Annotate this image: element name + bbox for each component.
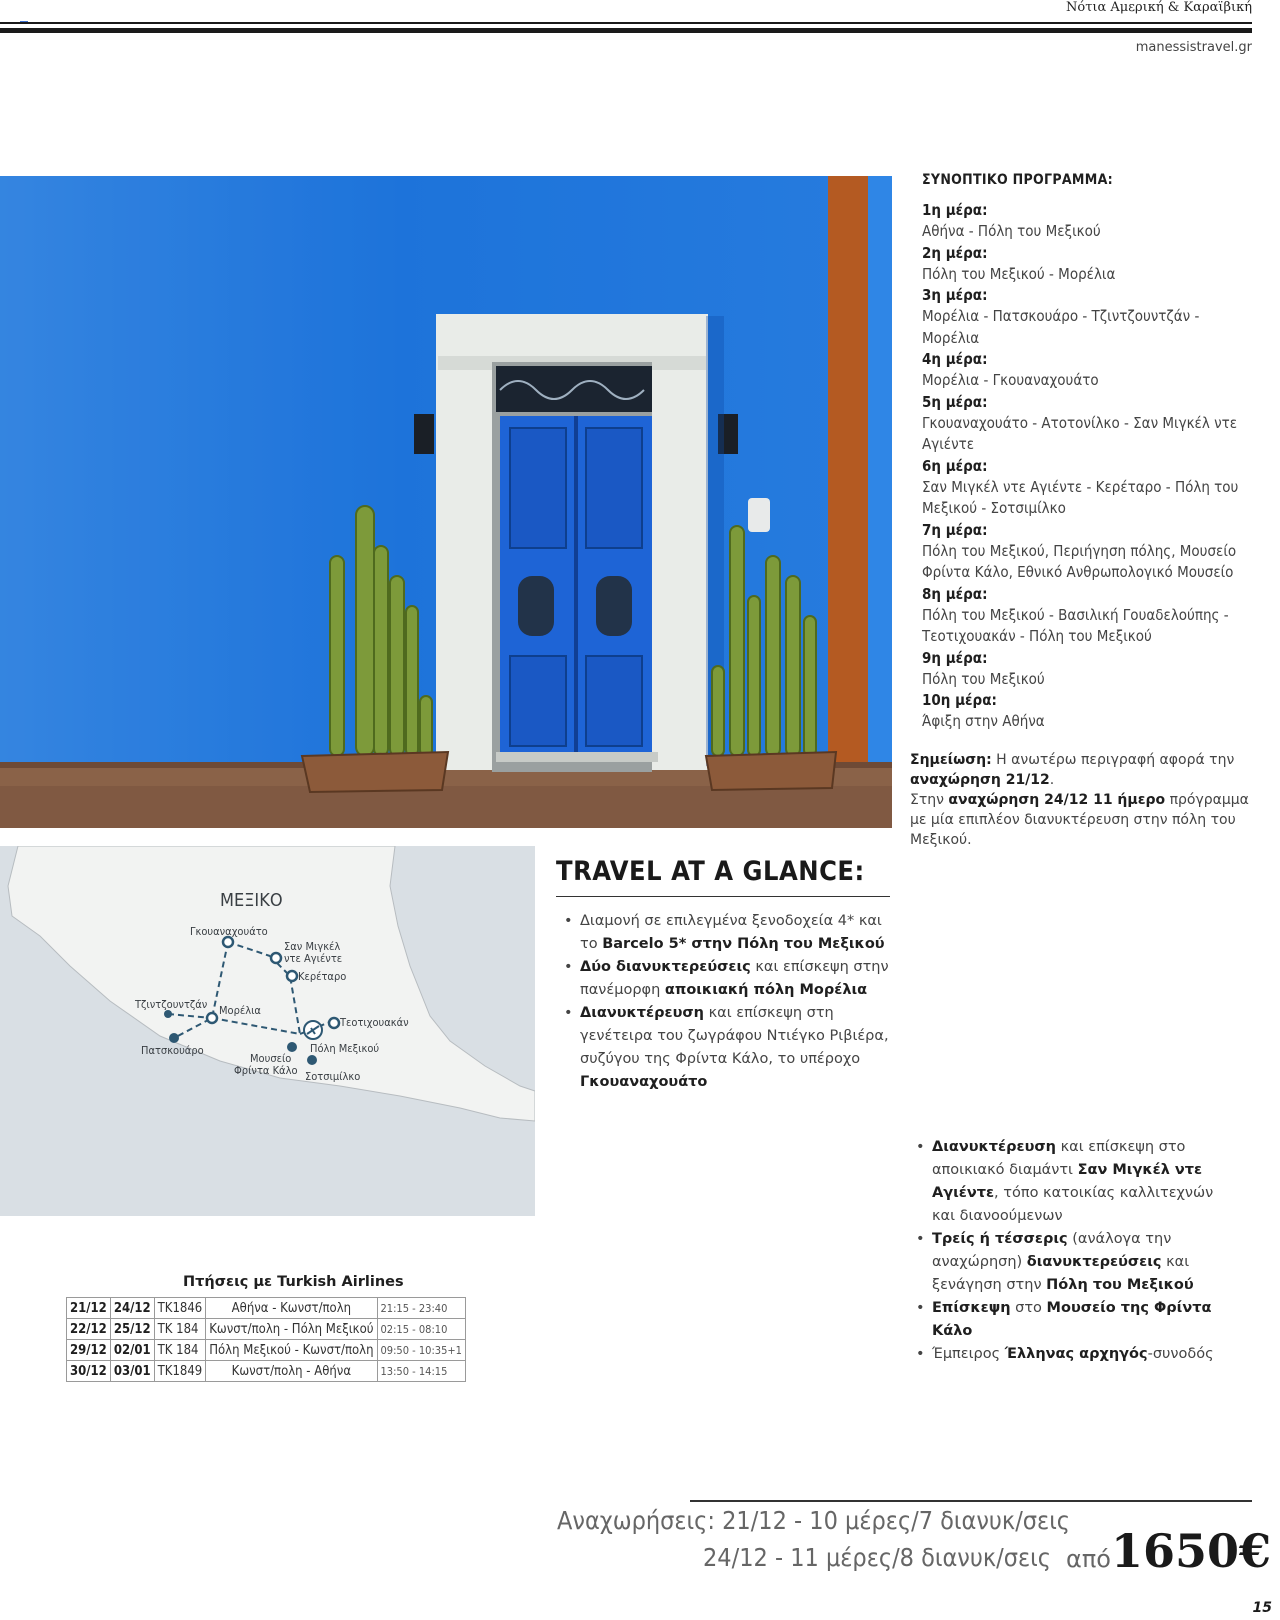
- glance-item-bold: Διανυκτέρευση: [580, 1005, 704, 1021]
- stop-queretaro: [287, 971, 297, 981]
- stop-teotihuacan: [329, 1018, 339, 1028]
- program-day: [922, 200, 1252, 243]
- glance-item-bold: αποικιακή πόλη Μορέλια: [664, 982, 868, 998]
- glance-item-text: Διαμονή σε επιλεγμένα ξενοδοχεία 4* και το: [580, 913, 882, 952]
- day-label: 2η μέρα:: [922, 243, 988, 262]
- program-day: [922, 690, 1252, 733]
- program-day: [922, 520, 1252, 584]
- flight-number: TK1846: [154, 1298, 206, 1319]
- door-cactus-illustration: [0, 176, 892, 828]
- glance-item-text: και επίσκεψη στο αποικιακό διαμάντι: [932, 1139, 1186, 1178]
- flight-outbound-date: 22/12: [67, 1319, 111, 1340]
- flight-row: [67, 1361, 466, 1382]
- departures-line-2: 24/12 - 11 μέρες/8 διανυκ/σεις: [703, 1543, 1051, 1572]
- price-rule: [690, 1500, 1252, 1502]
- glance-item-text: και επίσκεψη στην πανέμορφη: [580, 959, 889, 998]
- note-end: .: [1049, 772, 1055, 788]
- stop-morelia: [207, 1013, 217, 1023]
- flight-route: Πόλη Μεξικού - Κωνστ/πολη: [206, 1340, 377, 1361]
- header-rule: [0, 22, 1252, 24]
- day-text: Πόλη του Μεξικού - Βασιλική Γουαδελούπης - Τεοτιχουακάν - Πόλη του Μεξικού: [922, 605, 1229, 645]
- flight-number: TK 184: [154, 1319, 206, 1340]
- glance-item-bold: Τρείς ή τέσσερις: [932, 1231, 1068, 1247]
- map-label-mexico-city: Πόλη Μεξικού: [310, 1042, 380, 1055]
- day-label: 3η μέρα:: [922, 286, 988, 304]
- map-label-queretaro: Κερέταρο: [298, 970, 347, 983]
- note2-end: πρόγραμμα με μία επιπλέον διανυκτέρευση στην πόλη του Μεξικού.: [910, 792, 1249, 848]
- flight-route: Κωνστ/πολη - Αθήνα: [206, 1361, 377, 1382]
- map-label-tzintzuntzan: Τζιντζουντζάν: [135, 998, 208, 1011]
- program-day: [922, 456, 1252, 520]
- program-note: [910, 750, 1260, 850]
- website-url[interactable]: manessistravel.gr: [1135, 40, 1252, 55]
- glance-item: [562, 1002, 892, 1094]
- mexico-map: [0, 846, 535, 1216]
- flight-time: 02:15 - 08:10: [377, 1319, 465, 1340]
- departures-line-1: Αναχωρήσεις: 21/12 - 10 μέρες/7 διανυκ/σεις: [557, 1506, 1070, 1535]
- glance-item: [562, 956, 892, 1002]
- flight-alt-date: 24/12: [110, 1298, 154, 1319]
- flight-row: [67, 1319, 466, 1340]
- glance-item-text: και ξενάγηση στην: [932, 1254, 1190, 1293]
- point-tzintzuntzan: [164, 1010, 172, 1018]
- program-title: ΣΥΝΟΠΤΙΚΟ ΠΡΟΓΡΑΜΜΑ:: [922, 172, 1113, 188]
- day-label: 5η μέρα:: [922, 392, 988, 411]
- glance-item-bold: Έλληνας αρχηγός: [1004, 1346, 1148, 1362]
- map-label-xochimilco: Σοτσιμίλκο: [305, 1070, 361, 1083]
- hero-photo: [0, 176, 892, 828]
- program-summary: [922, 172, 1252, 733]
- route-map: [0, 846, 535, 1216]
- page-number: 15: [1252, 1600, 1272, 1616]
- map-label-san-miguel-1: Σαν Μιγκέλ: [284, 940, 341, 953]
- day-label: 4η μέρα:: [922, 350, 988, 368]
- glance-item: [914, 1228, 1234, 1297]
- flight-outbound-date: 30/12: [67, 1361, 111, 1382]
- glance-list-2: [914, 1136, 1234, 1366]
- flight-route: Κωνστ/πολη - Πόλη Μεξικού: [206, 1319, 377, 1340]
- program-day: [922, 584, 1252, 648]
- stop-guanajuato: [223, 937, 233, 947]
- glance-rule: [556, 896, 890, 897]
- price-prefix: από: [1066, 1545, 1111, 1573]
- map-label-museum-1: Μουσείο: [250, 1052, 292, 1065]
- map-label-teotihuacan: Τεοτιχουακάν: [340, 1016, 409, 1029]
- glance-item-text: -συνοδός: [1147, 1346, 1214, 1362]
- flight-route: Αθήνα - Κωνστ/πολη: [206, 1298, 377, 1319]
- flight-time: 13:50 - 14:15: [377, 1361, 465, 1382]
- flights-title: Πτήσεις με Turkish Airlines: [183, 1274, 404, 1290]
- glance-item-bold: Γκουαναχουάτο: [580, 1074, 708, 1090]
- day-text: Μορέλια - Γκουαναχουάτο: [922, 371, 1099, 389]
- flight-alt-date: 25/12: [110, 1319, 154, 1340]
- map-label-morelia: Μορέλια: [219, 1004, 261, 1017]
- note-label: Σημείωση:: [910, 752, 992, 768]
- day-text: Πόλη του Μεξικού, Περιήγηση πόλης, Μουσείο Φρίντα Κάλο, Εθνικό Ανθρωπολογικό Μουσείο: [922, 541, 1237, 581]
- glance-item-text: , τόπο κατοικίας καλλιτεχνών και διανοούμενων: [932, 1185, 1214, 1224]
- header-rule-thick: [0, 28, 1252, 33]
- glance-list: [562, 910, 892, 1094]
- day-text: Σαν Μιγκέλ ντε Αγιέντε - Κερέταρο - Πόλη του Μεξικού - Σοτσιμίλκο: [922, 477, 1239, 517]
- glance-item-bold: Πόλη του Μεξικού: [1046, 1277, 1194, 1293]
- glance-item-bold: Δύο διανυκτερεύσεις: [580, 959, 751, 975]
- flight-number: TK1849: [154, 1361, 206, 1382]
- program-day: [922, 243, 1252, 286]
- map-country-label: ΜΕΞΙΚΟ: [220, 890, 283, 911]
- glance-item-text: Έμπειρος: [932, 1346, 1005, 1362]
- day-text: Πόλη του Μεξικού - Μορέλια: [922, 264, 1116, 283]
- point-museum: [287, 1042, 297, 1052]
- map-label-guanajuato: Γκουαναχουάτο: [190, 925, 268, 938]
- program-day: [922, 392, 1252, 456]
- day-label: 10η μέρα:: [922, 691, 997, 709]
- point-patzcuaro: [169, 1033, 179, 1043]
- stop-san-miguel: [271, 953, 281, 963]
- flight-outbound-date: 29/12: [67, 1340, 111, 1361]
- day-text: Πόλη του Μεξικού: [922, 669, 1045, 688]
- glance-item-bold: Σαν Μιγκέλ ντε Αγιέντε: [932, 1162, 1203, 1201]
- map-label-museum-2: Φρίντα Κάλο: [234, 1064, 298, 1077]
- glance-item-bold: διανυκτερεύσεις: [1026, 1254, 1162, 1270]
- note-text: Η ανωτέρω περιγραφή αφορά την: [991, 752, 1235, 768]
- flight-time: 09:50 - 10:35+1: [377, 1340, 465, 1361]
- flight-row: [67, 1298, 466, 1319]
- flight-time: 21:15 - 23:40: [377, 1298, 465, 1319]
- note-bold: αναχώρηση 21/12: [910, 772, 1050, 788]
- flights-table: [66, 1297, 466, 1382]
- flight-outbound-date: 21/12: [67, 1298, 111, 1319]
- glance-item-text: στο: [1010, 1300, 1047, 1316]
- point-xochimilco: [307, 1055, 317, 1065]
- program-day: [922, 285, 1252, 349]
- price-value: 1650€: [1111, 1524, 1272, 1578]
- day-label: 6η μέρα:: [922, 456, 988, 475]
- day-text: Αθήνα - Πόλη του Μεξικού: [922, 222, 1101, 240]
- glance-item: [914, 1343, 1234, 1366]
- flight-number: TK 184: [154, 1340, 206, 1361]
- glance-item-bold: Barcelo 5* στην Πόλη του Μεξικού: [602, 936, 885, 952]
- day-text: Άφιξη στην Αθήνα: [922, 712, 1045, 730]
- glance-item-text: (ανάλογα την αναχώρηση): [932, 1231, 1172, 1270]
- day-label: 7η μέρα:: [922, 520, 988, 539]
- glance-item-bold: Μουσείο της Φρίντα Κάλο: [932, 1300, 1212, 1339]
- day-text: Μορέλια - Πατσκουάρο - Τζιντζουντζάν - Μορέλια: [922, 307, 1200, 347]
- glance-item-bold: Διανυκτέρευση: [932, 1139, 1056, 1155]
- map-label-patzcuaro: Πατσκουάρο: [141, 1044, 204, 1057]
- glance-item: [914, 1136, 1234, 1228]
- flight-alt-date: 03/01: [110, 1361, 154, 1382]
- glance-item-text: και επίσκεψη στη γενέτειρα του ζωγράφου Ντιέγκο Ριβιέρα, συζύγου της Φρίντα Κάλο, το υπέροχο: [580, 1005, 889, 1067]
- section-title: Νότια Αμερική & Καραϊβική: [1066, 0, 1252, 15]
- flight-row: [67, 1340, 466, 1361]
- flight-alt-date: 02/01: [110, 1340, 154, 1361]
- program-day: [922, 349, 1252, 392]
- note2-start: Στην: [910, 792, 949, 808]
- glance-item-bold: Επίσκεψη: [932, 1300, 1011, 1316]
- day-label: 1η μέρα:: [922, 201, 988, 219]
- map-label-san-miguel-2: ντε Αγιέντε: [284, 952, 343, 965]
- program-day: [922, 648, 1252, 691]
- note2-bold: αναχώρηση 24/12 11 ήμερο: [948, 792, 1166, 808]
- day-label: 8η μέρα:: [922, 584, 988, 603]
- glance-item: [562, 910, 892, 956]
- glance-item: [914, 1297, 1234, 1343]
- day-text: Γκουαναχουάτο - Ατοτονίλκο - Σαν Μιγκέλ ντε Αγιέντε: [922, 413, 1238, 453]
- day-label: 9η μέρα:: [922, 648, 988, 667]
- glance-title: TRAVEL AT A GLANCE:: [556, 856, 865, 887]
